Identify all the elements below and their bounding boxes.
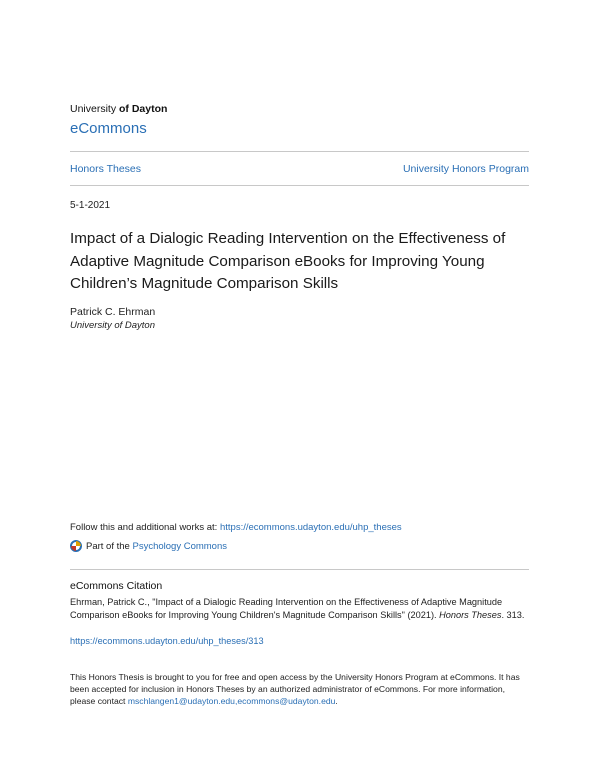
divider-bottom: [70, 185, 529, 186]
citation-url-link[interactable]: https://ecommons.udayton.edu/uhp_theses/313: [70, 636, 264, 646]
contact-email-link[interactable]: mschlangen1@udayton.edu,ecommons@udayton.edu: [127, 695, 336, 706]
access-statement: [70, 672, 532, 707]
follow-works-link[interactable]: https://ecommons.udayton.edu/uhp_theses: [219, 522, 402, 533]
part-of-line: [70, 540, 227, 552]
access-end: .: [335, 695, 338, 706]
follow-works-line: [70, 522, 402, 533]
access-text: This Honors Thesis is brought to you for free and open access by the University Honors Program at eCommons. It has been accepted for inclusion in Honors Theses by an authorized administrator of eCommons. For more information, please contact: [70, 672, 520, 706]
follow-label: Follow this and additional works at:: [70, 522, 220, 533]
citation-number: . 313.: [501, 610, 525, 621]
citation-heading: eCommons Citation: [70, 580, 163, 592]
honors-program-link[interactable]: University Honors Program: [402, 163, 529, 175]
document-title: Impact of a Dialogic Reading Intervention on the Effectiveness of Adaptive Magnitude Comparison eBooks for Improving Young Children’s Magnitude Comparison Skills: [70, 230, 506, 292]
author-name: Patrick C. Ehrman: [70, 306, 156, 318]
institution-name: [70, 103, 167, 115]
ecommons-brand-link[interactable]: eCommons: [70, 120, 147, 137]
divider-citation: [70, 569, 529, 570]
publication-date: 5-1-2021: [70, 200, 111, 211]
author-affiliation: University of Dayton: [70, 320, 156, 331]
network-commons-icon: [70, 540, 82, 552]
part-of-prefix: Part of the: [86, 540, 133, 552]
institution-bold: of Dayton: [119, 103, 168, 115]
divider-top: [70, 151, 529, 152]
institution-prefix: University: [70, 103, 120, 115]
psychology-commons-link[interactable]: Psychology Commons: [132, 540, 227, 552]
citation-main: Ehrman, Patrick C., "Impact of a Dialogic Reading Intervention on the Effectiveness of Adaptive Magnitude Comparison eBooks for Improving Young Children's Magnitude Comparison Skills" (2021).: [70, 597, 503, 621]
citation-text: [70, 596, 532, 623]
honors-theses-link[interactable]: Honors Theses: [70, 163, 142, 175]
citation-series: Honors Theses: [439, 610, 502, 621]
